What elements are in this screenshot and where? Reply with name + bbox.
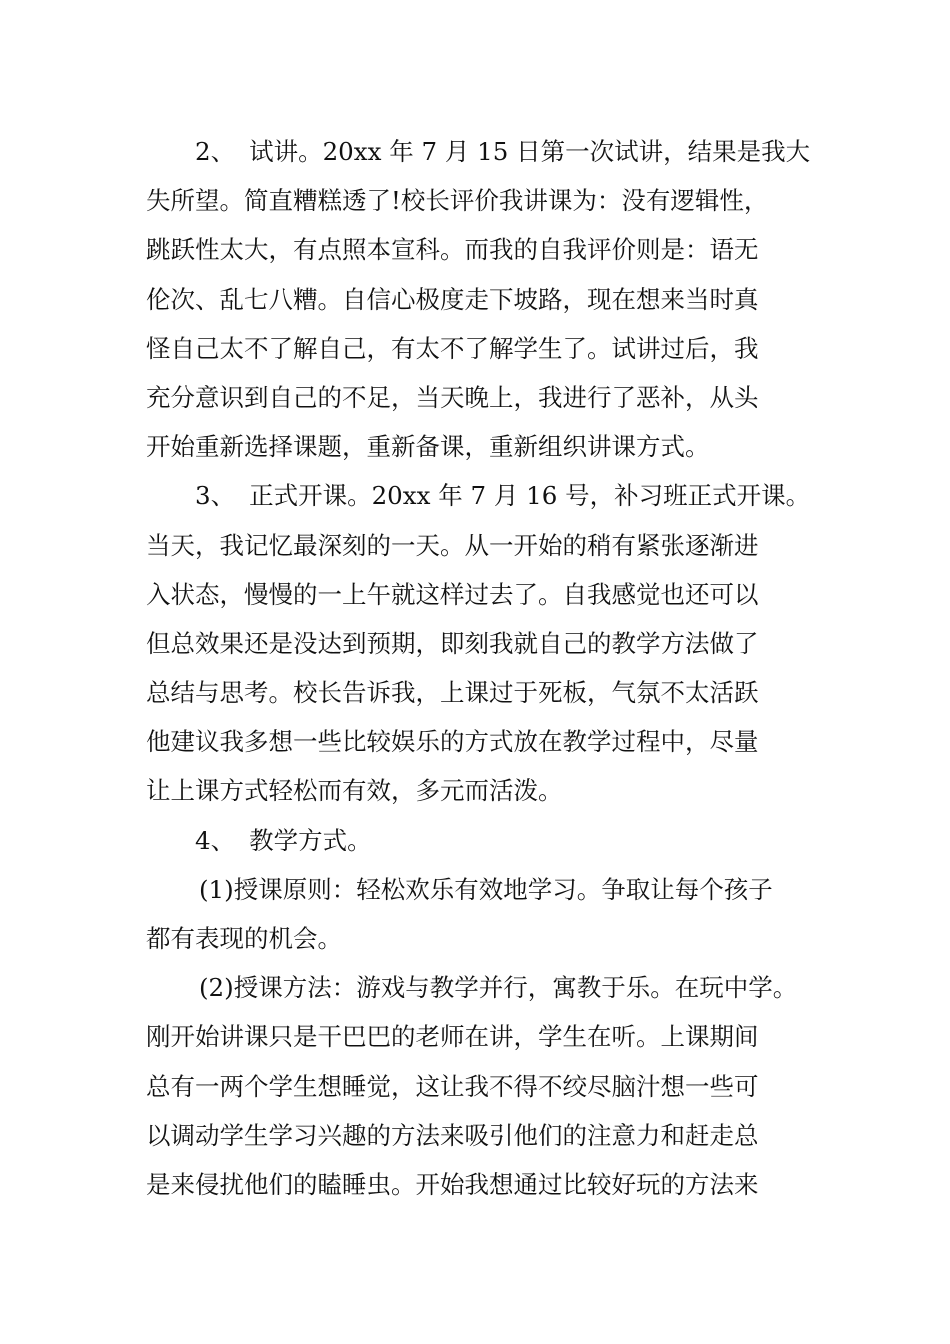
line-text: 教学方式。 [249,825,372,855]
paragraph-2-line-3: 跳跃性太大，有点照本宣科。而我的自我评价则是：语无 [146,235,759,265]
paragraph-3-line-6: 他建议我多想一些比较娱乐的方式放在教学过程中，尽量 [146,727,759,757]
paragraph-2-line-2: 失所望。简直糟糕透了!校长评价我讲课为：没有逻辑性， [146,186,769,216]
paragraph-3-line-7: 让上课方式轻松而有效，多元而活泼。 [146,776,563,806]
paragraph-3-line-2: 当天，我记忆最深刻的一天。从一开始的稍有紧张逐渐进 [146,530,759,560]
paragraph-2-line-7: 开始重新选择课题，重新备课，重新组织讲课方式。 [146,432,710,462]
item-number-2: 2、 [195,137,236,166]
subitem-2-line-1: (2)授课方法：游戏与教学并行，寓教于乐。在玩中学。 [199,973,798,1003]
paragraph-3-line-3: 入状态，慢慢的一上午就这样过去了。自我感觉也还可以 [146,579,759,609]
item-number-4: 4、 [195,825,236,855]
subitem-2-line-2: 刚开始讲课只是干巴巴的老师在讲，学生在听。上课期间 [146,1022,759,1052]
subitem-1-line-1: (1)授课原则：轻松欢乐有效地学习。争取让每个孩子 [199,874,773,904]
subitem-2-line-5: 是来侵扰他们的瞌睡虫。开始我想通过比较好玩的方法来 [146,1169,759,1199]
item-number-3: 3、 [195,481,236,511]
subitem-2-line-4: 以调动学生学习兴趣的方法来吸引他们的注意力和赶走总 [146,1120,759,1150]
paragraph-2-line-1 [146,127,811,176]
paragraph-2-line-6: 充分意识到自己的不足，当天晚上，我进行了恶补，从头 [146,382,759,412]
subitem-1-line-2: 都有表现的机会。 [146,924,342,953]
document-body [146,127,811,1209]
paragraph-4-line-1 [146,816,806,865]
paragraph-2-line-5: 怪自己太不了解自己，有太不了解学生了。试讲过后，我 [146,333,759,363]
paragraph-3-line-5: 总结与思考。校长告诉我，上课过于死板，气氛不太活跃 [146,678,759,708]
paragraph-3-line-4: 但总效果还是没达到预期，即刻我就自己的教学方法做了 [146,628,759,658]
line-text: 正式开课。20xx 年 7 月 16 号，补习班正式开课。 [249,481,811,511]
subitem-2-line-3: 总有一两个学生想睡觉，这让我不得不绞尽脑汁想一些可 [146,1071,759,1101]
paragraph-3-line-1 [146,471,811,520]
paragraph-2-line-4: 伦次、乱七八糟。自信心极度走下坡路，现在想来当时真 [146,284,759,314]
line-text: 试讲。20xx 年 7 月 15 日第一次试讲，结果是我大 [249,137,811,166]
